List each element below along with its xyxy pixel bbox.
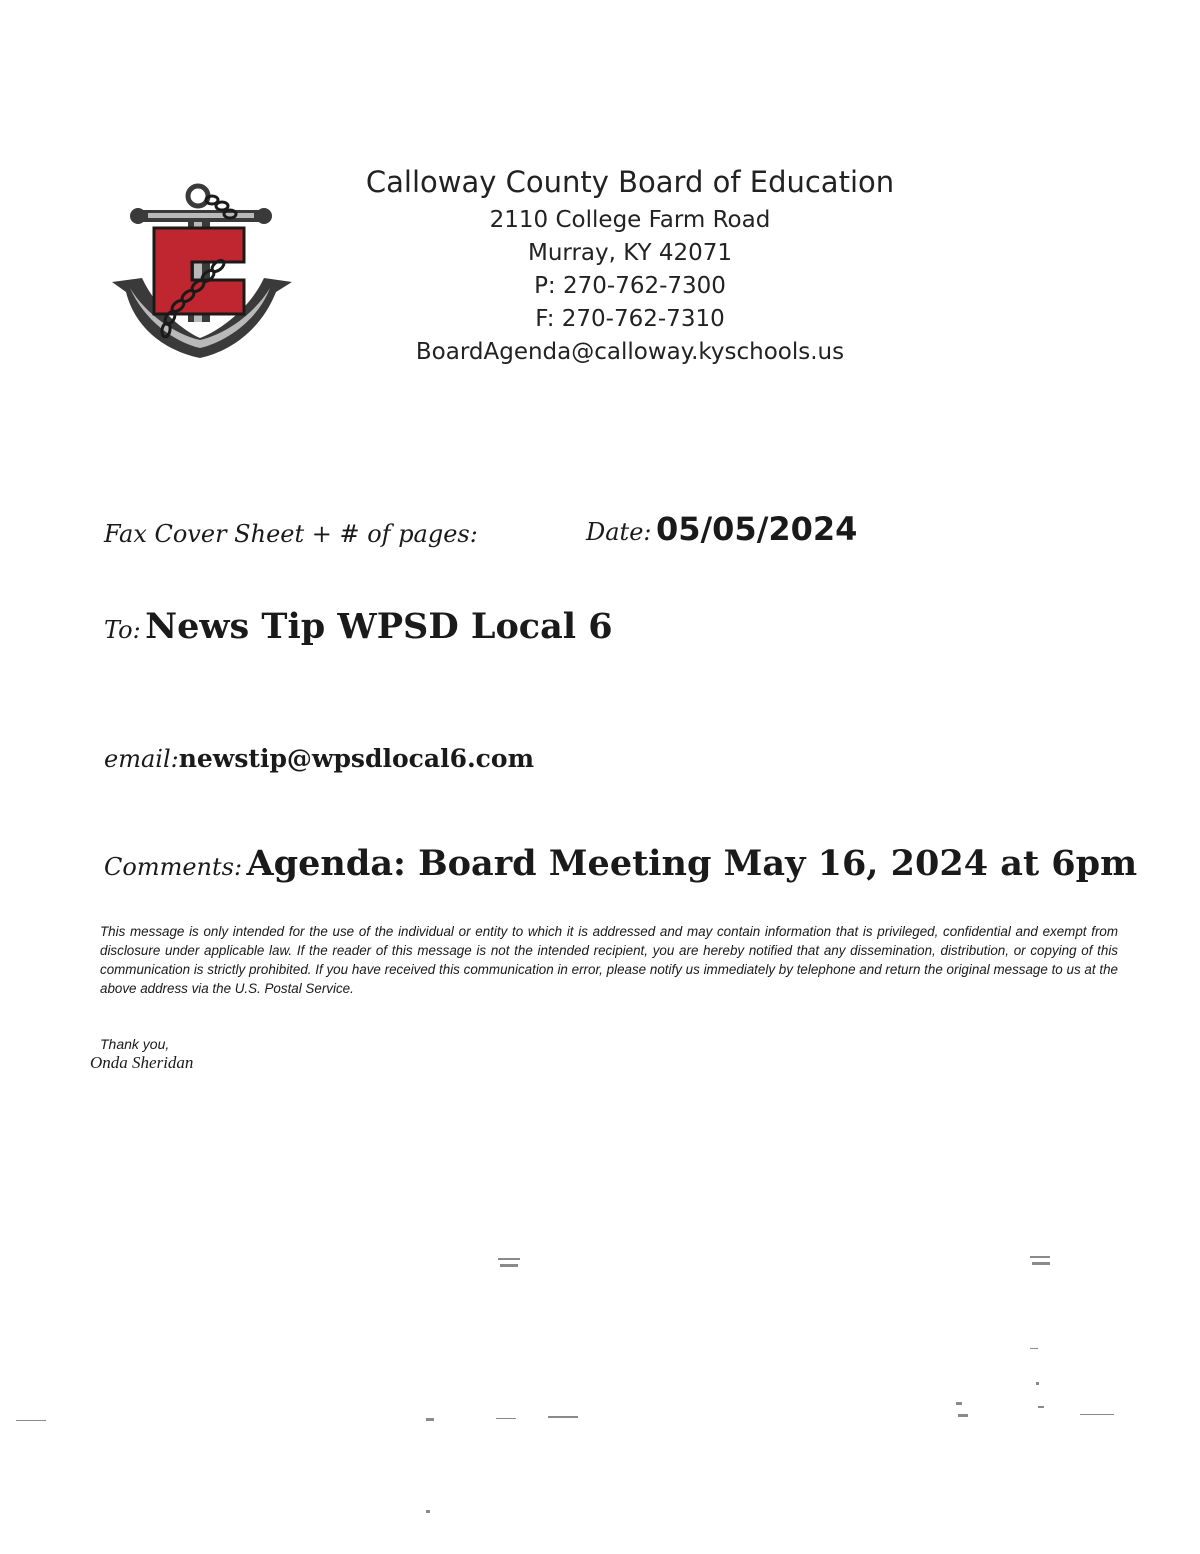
confidentiality-disclaimer: This message is only intended for the use of the individual or entity to which it is addressed and may contain information that is privileged, confidential and exempt from disclosure under applicable law. If the reader of this message is not the intended recipient, you are hereby notified that any dissemination, distribution, or copying of this communication is strictly prohibited. If you have received this communication in error, please notify us immediately by telephone and return the original message to us at the above address via the U.S. Postal Service. — [100, 924, 1118, 996]
anchor-c-logo-icon — [108, 182, 298, 362]
school-logo — [108, 182, 298, 362]
city-state-zip: Murray, KY 42071 — [527, 240, 733, 266]
to-row — [104, 606, 613, 647]
email-label: email: — [104, 745, 179, 773]
comments-label: Comments: — [104, 853, 243, 881]
fax-cover-label: Fax Cover Sheet + # of pages: — [104, 520, 478, 548]
street-address: 2110 College Farm Road — [489, 207, 771, 233]
date-label: Date: — [586, 518, 652, 546]
date-value: 05/05/2024 — [655, 510, 858, 548]
date-row — [586, 510, 857, 548]
phone-number: P: 270-762-7300 — [534, 273, 726, 299]
fax-number: F: 270-762-7310 — [535, 306, 725, 332]
email-row — [104, 744, 534, 773]
email-value: newstip@wpsdlocal6.com — [178, 744, 535, 773]
org-name: Calloway County Board of Education — [365, 165, 895, 199]
to-label: To: — [104, 616, 141, 644]
comments-row — [104, 843, 1137, 884]
letterhead — [330, 160, 930, 369]
to-value: News Tip WPSD Local 6 — [145, 606, 613, 647]
signer-name: Onda Sheridan — [90, 1053, 194, 1072]
fax-cover-row — [104, 520, 478, 548]
closing-thanks: Thank you, — [100, 1036, 170, 1052]
letterhead-email: BoardAgenda@calloway.kyschools.us — [415, 339, 845, 365]
comments-value: Agenda: Board Meeting May 16, 2024 at 6pm — [246, 843, 1138, 884]
